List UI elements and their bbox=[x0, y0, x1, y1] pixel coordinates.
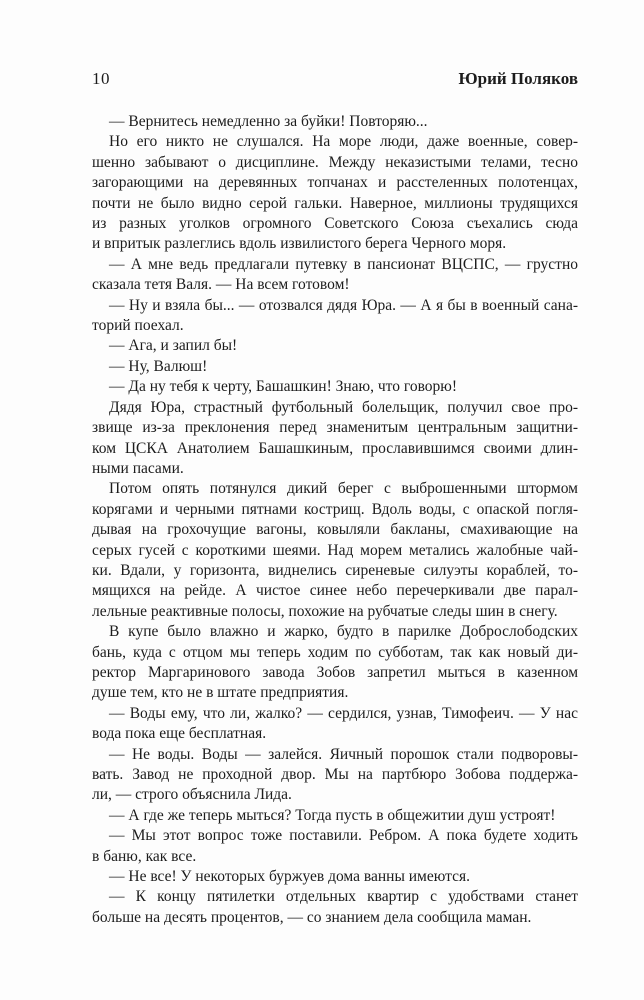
text-line: — Ну и взяла бы... — отозвался дядя Юра. — А я бы в военный сана- bbox=[109, 296, 578, 314]
text-line: В купе было влажно и жарко, будто в парилке Доброслободских bbox=[109, 623, 578, 641]
text-line: звище из-за преклонения перед знаменитым центральным защитни- bbox=[92, 419, 578, 437]
text-line: вать. Завод не проходной двор. Мы на партбюро Зобова поддержа- bbox=[92, 766, 578, 783]
author-name: Юрий Поляков bbox=[458, 69, 578, 88]
text-line: — Ну, Валюш! bbox=[109, 357, 208, 375]
text-line: — Да ну тебя к черту, Башашкин! Знаю, что говорю! bbox=[109, 378, 458, 396]
text-line: душе тем, кто не в штате предприятия. bbox=[92, 684, 349, 702]
text-line: — Мы этот вопрос тоже поставили. Ребром. А пока будете ходить bbox=[109, 827, 578, 845]
text-block bbox=[92, 112, 578, 928]
text-line: почти не было видно серой гальки. Наверное, миллионы трудящихся bbox=[92, 194, 578, 212]
text-line: бань, куда с отцом мы теперь ходим по субботам, так как новый ди- bbox=[92, 643, 578, 661]
text-line: в баню, как все. bbox=[92, 847, 197, 865]
text-line: — А где же теперь мыться? Тогда пусть в общежитии душ устроят! bbox=[109, 806, 556, 824]
text-line: больше на десять процентов, — со знанием дела сообщила маман. bbox=[92, 908, 532, 926]
text-line: дывая на грохочущие вагоны, ковыляли бакланы, смахивающие на bbox=[92, 521, 578, 539]
text-line: Потом опять потянулся дикий берег с выброшенными штормом bbox=[109, 480, 578, 498]
page-header bbox=[92, 70, 578, 89]
text-line: — Ага, и запил бы! bbox=[109, 337, 238, 355]
text-line: ли, — строго объяснила Лида. bbox=[92, 786, 292, 804]
text-line: ком ЦСКА Анатолием Башашкиным, прославившимся своими длин- bbox=[92, 439, 578, 457]
text-line: — Вернитесь немедленно за буйки! Повторяю... bbox=[109, 113, 428, 130]
text-line: из разных уголков огромного Советского Союза съехались сюда bbox=[92, 215, 578, 233]
text-line: — Не воды. Воды — залейся. Яичный порошок стали подворовы- bbox=[109, 745, 578, 763]
page-number: 10 bbox=[92, 69, 110, 88]
text-line: вода пока еще бесплатная. bbox=[92, 725, 267, 743]
text-line: — А мне ведь предлагали путевку в пансионат ВЦСПС, — грустно bbox=[109, 255, 578, 273]
text-line: ректор Маргаринового завода Зобов запретил мыться в казенном bbox=[92, 663, 578, 681]
text-line: и впритык разлеглись вдоль извилистого берега Черного моря. bbox=[92, 235, 507, 253]
text-line: шенно забывают о дисциплине. Между неказистыми телами, тесно bbox=[92, 153, 578, 171]
text-line: мящихся на рейде. А чистое синее небо перечеркивали две парал- bbox=[92, 582, 578, 600]
text-line: серых гусей с короткими шеями. Над морем метались жалобные чай- bbox=[92, 541, 578, 559]
text-line: — К концу пятилетки отдельных квартир с удобствами станет bbox=[109, 888, 578, 906]
text-line: сказала тетя Валя. — На всем готовом! bbox=[92, 276, 350, 294]
text-line: ки. Вдали, у горизонта, виднелись сиреневые силуэты кораблей, то- bbox=[92, 561, 578, 579]
text-line: торий поехал. bbox=[92, 317, 184, 335]
text-line: Но его никто не слушался. На море люди, даже военные, совер- bbox=[109, 133, 578, 151]
text-line: загорающими на деревянных топчанах и расстеленных полотенцах, bbox=[92, 174, 578, 192]
text-line: лельные реактивные полосы, похожие на рубчатые следы шин в снегу. bbox=[92, 602, 558, 620]
text-line: — Не все! У некоторых буржуев дома ванны имеются. bbox=[109, 868, 470, 886]
text-line: — Воды ему, что ли, жалко? — сердился, узнав, Тимофеич. — У нас bbox=[109, 704, 578, 722]
text-line: корягами и черными пятнами кострищ. Вдоль воды, с опаской погля- bbox=[92, 500, 578, 518]
text-line: ными пасами. bbox=[92, 459, 184, 477]
text-line: Дядя Юра, страстный футбольный болельщик, получил свое про- bbox=[109, 398, 578, 416]
